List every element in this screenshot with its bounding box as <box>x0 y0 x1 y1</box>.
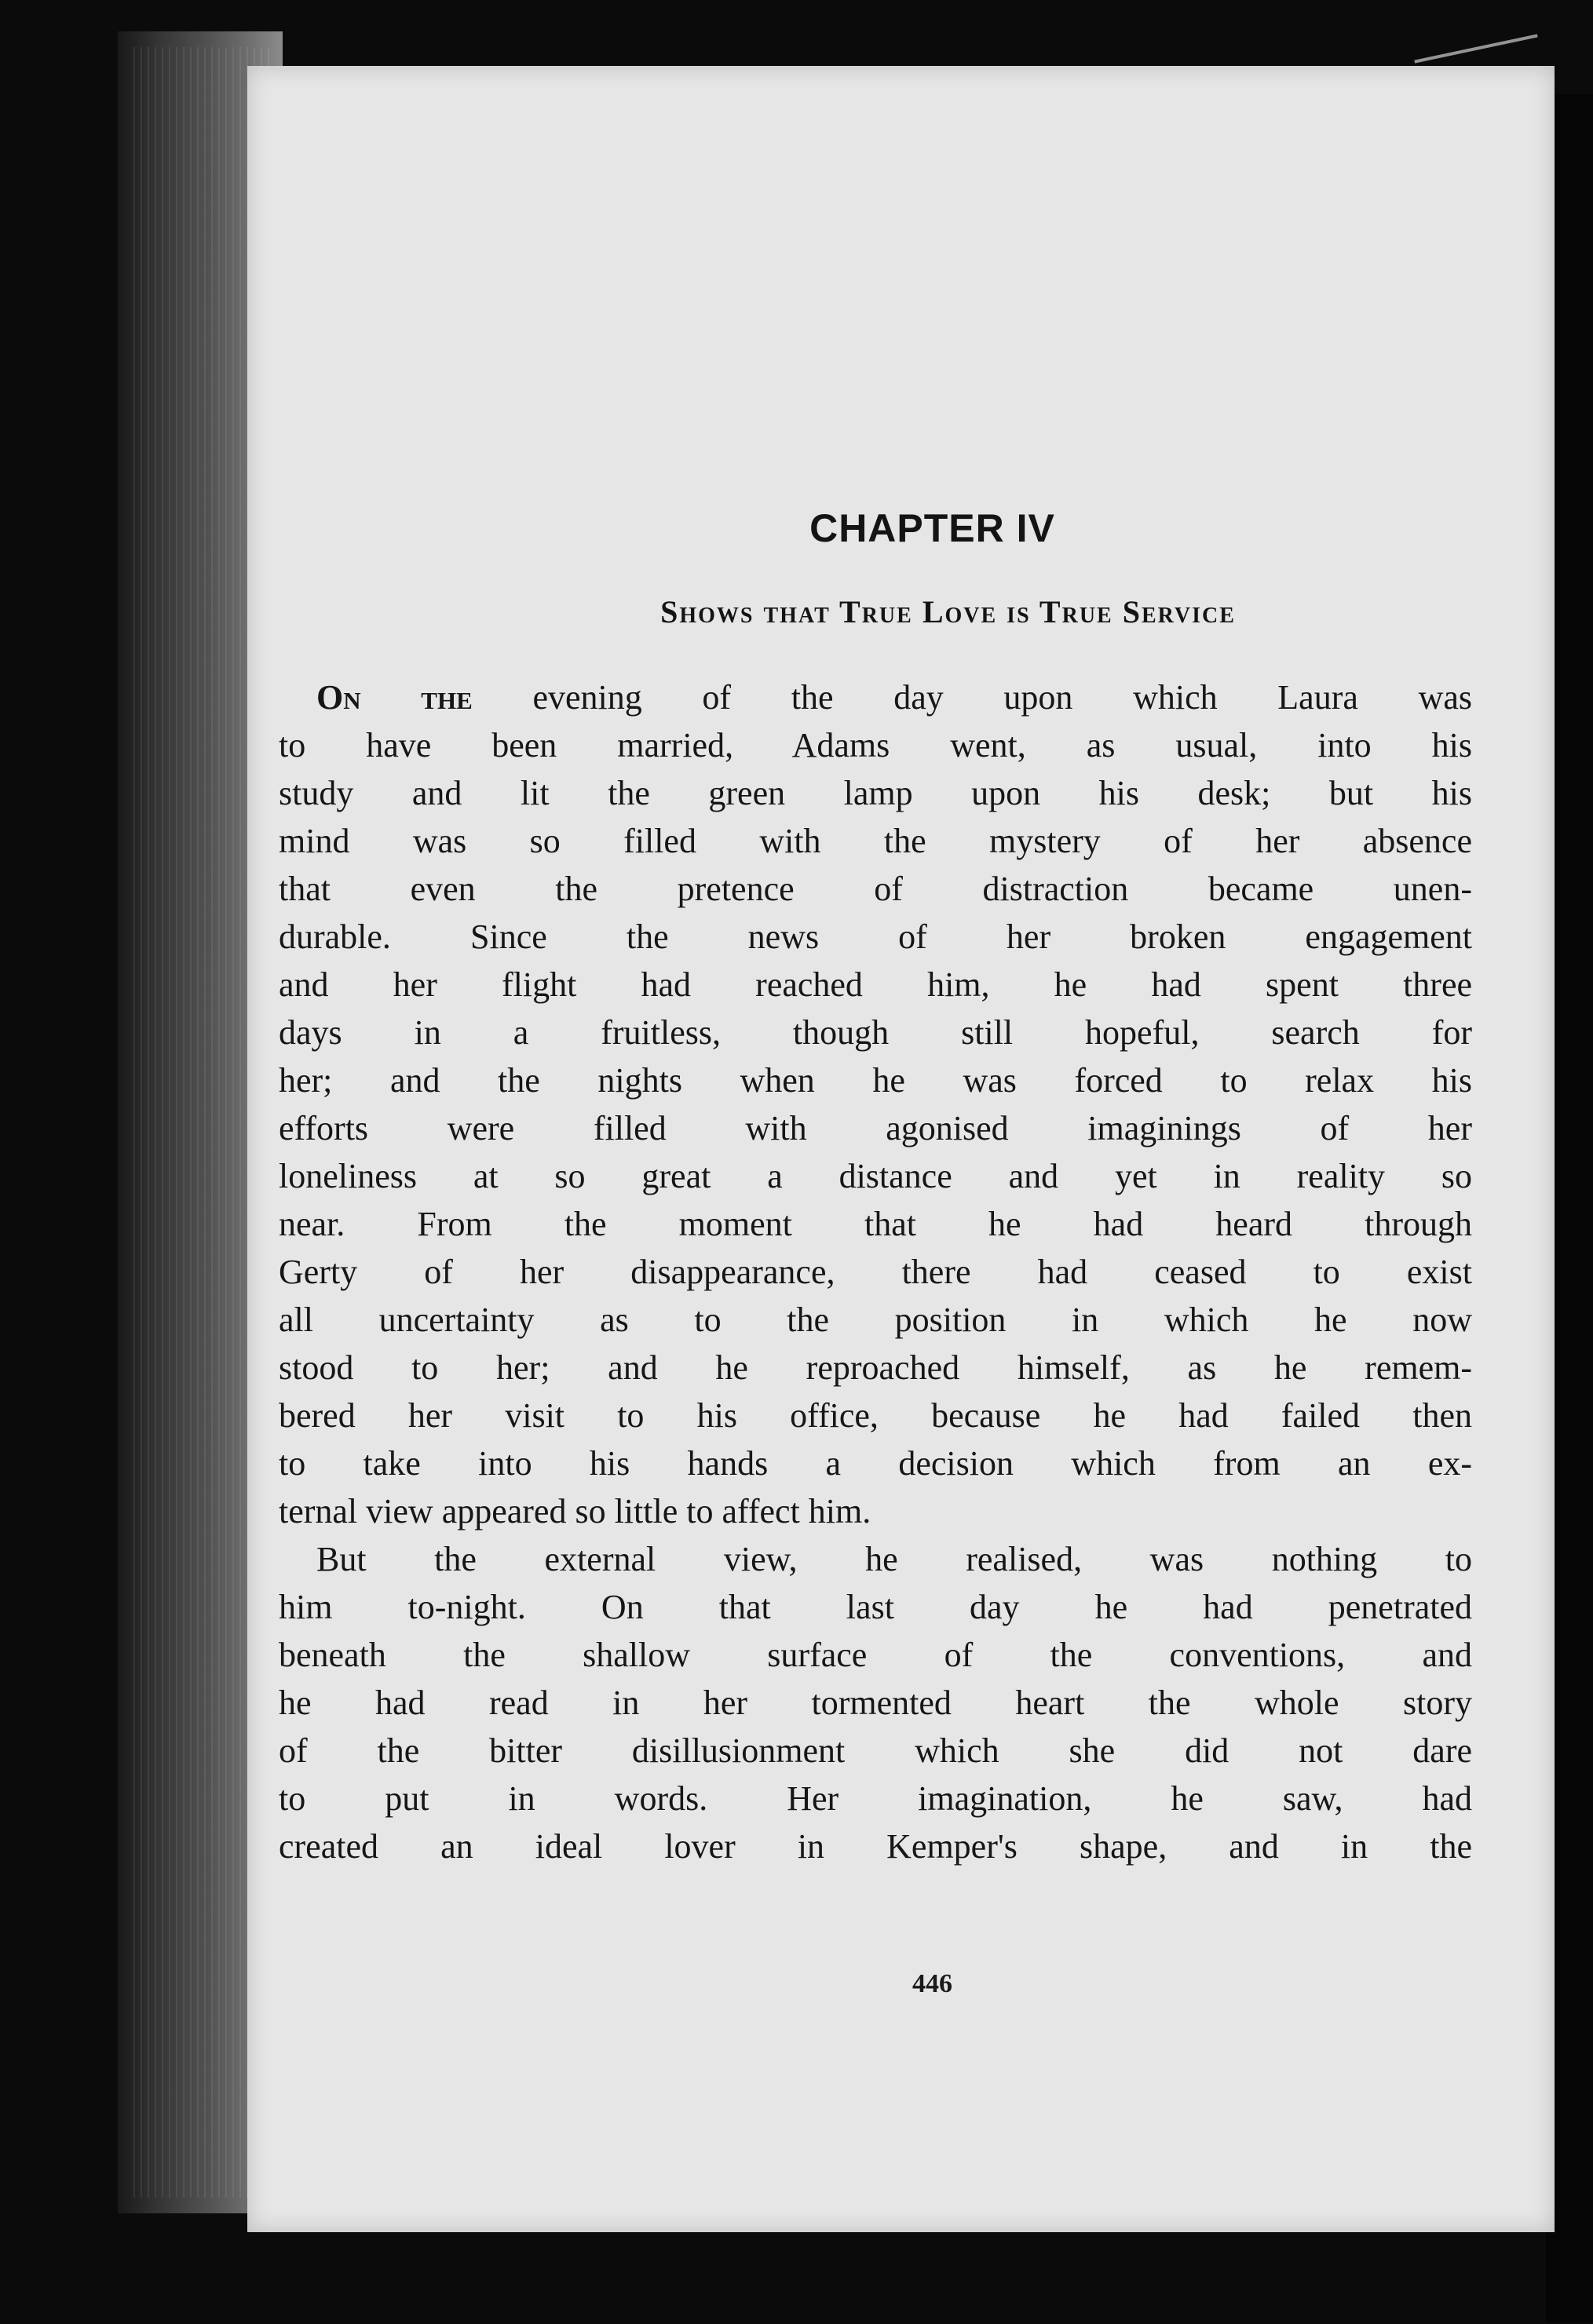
text-line: near. From the moment that he had heard through <box>279 1205 1472 1243</box>
text-line: ternal view appeared so little to affect him. <box>279 1492 871 1530</box>
chapter-heading: CHAPTER IV <box>809 506 1055 550</box>
text-line: loneliness at so great a distance and yet in reality so <box>279 1157 1472 1195</box>
text-line <box>279 673 1472 721</box>
paragraph-1 <box>279 673 1472 1535</box>
text-line: of the bitter disillusionment which she did not dare <box>279 1731 1472 1770</box>
text-line: mind was so filled with the mystery of her absence <box>279 822 1472 860</box>
text-line: But the external view, he realised, was nothing to <box>316 1540 1472 1578</box>
text-line: that even the pretence of distraction became unen- <box>279 870 1472 908</box>
text-line: all uncertainty as to the position in which he now <box>279 1301 1472 1339</box>
text-line-content: evening of the day upon which Laura was <box>472 678 1473 717</box>
text-line: him to-night. On that last day he had penetrated <box>279 1588 1472 1626</box>
scan-mark <box>1414 34 1537 63</box>
text-line: study and lit the green lamp upon his desk; but his <box>279 774 1472 812</box>
text-line: beneath the shallow surface of the conventions, and <box>279 1636 1472 1674</box>
text-line: to put in words. Her imagination, he saw, had <box>279 1779 1472 1818</box>
text-line: Gerty of her disappearance, there had ceased to exist <box>279 1253 1472 1291</box>
paragraph-2 <box>279 1535 1472 1870</box>
body-text <box>279 673 1472 1870</box>
text-line: her; and the nights when he was forced to relax his <box>279 1061 1472 1100</box>
opening-words: On the <box>316 678 473 717</box>
text-line: created an ideal lover in Kemper's shape, and in the <box>279 1827 1472 1866</box>
text-line: to have been married, Adams went, as usual, into his <box>279 726 1472 764</box>
text-line: efforts were filled with agonised imaginings of her <box>279 1109 1472 1147</box>
text-line: durable. Since the news of her broken engagement <box>279 918 1472 956</box>
text-line: to take into his hands a decision which from an ex- <box>279 1444 1472 1483</box>
text-line: he had read in her tormented heart the whole story <box>279 1684 1472 1722</box>
text-line: stood to her; and he reproached himself, as he remem- <box>279 1348 1472 1387</box>
text-line: bered her visit to his office, because he had failed then <box>279 1396 1472 1435</box>
text-line: days in a fruitless, though still hopeful, search for <box>279 1013 1472 1052</box>
text-line: and her flight had reached him, he had spent three <box>279 965 1472 1004</box>
chapter-subtitle: Shows that True Love is True Service <box>660 594 1236 629</box>
page-number: 446 <box>912 1969 952 1998</box>
